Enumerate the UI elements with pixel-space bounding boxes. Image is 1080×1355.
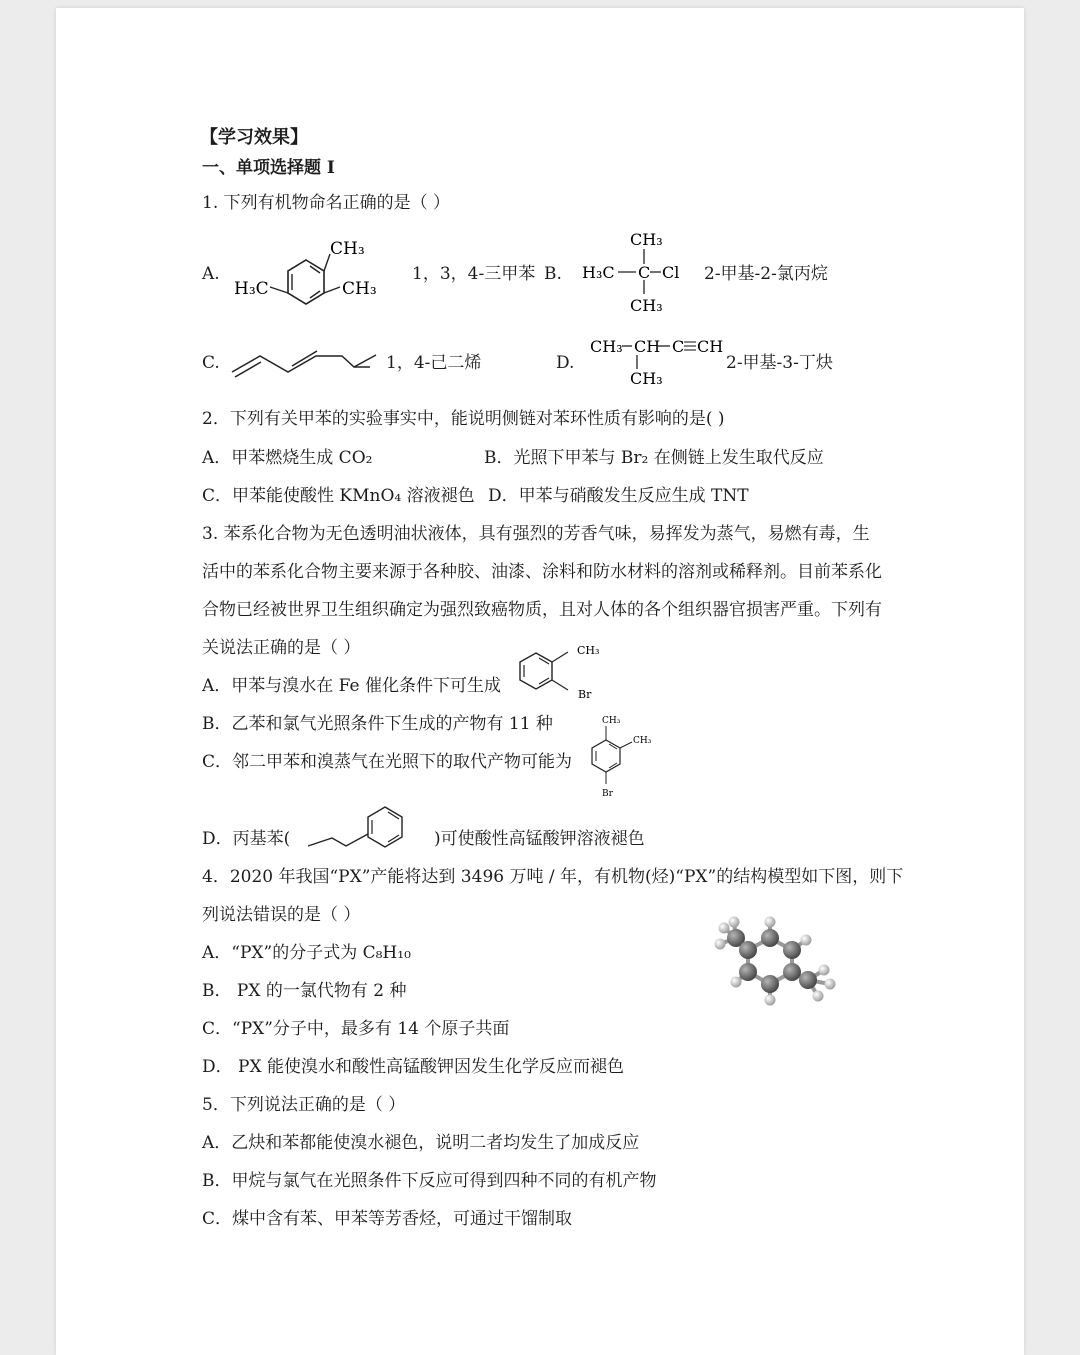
q1-a-structure bbox=[230, 237, 380, 317]
q1-c-structure bbox=[230, 345, 390, 385]
q3-stem-line-4: 关说法正确的是（ ） bbox=[202, 638, 361, 658]
q1-d-label-ch-end: CH bbox=[697, 337, 724, 356]
q1-a-label-right: CH₃ bbox=[342, 279, 377, 299]
part-title: 一、单项选择题 I bbox=[202, 158, 335, 178]
q1-option-b-name: 2-甲基-2-氯丙烷 bbox=[704, 264, 828, 284]
q1-b-structure bbox=[582, 230, 692, 315]
q1-d-label-ch3: CH₃ bbox=[590, 337, 623, 356]
q2-option-a: A．甲苯燃烧生成 CO₂ bbox=[202, 448, 373, 468]
q3-c-structure bbox=[586, 712, 666, 802]
q5-option-b: B．甲烷与氯气在光照条件下反应可得到四种不同的有机产物 bbox=[202, 1171, 657, 1191]
q3-c-label-ch3-right: CH₃ bbox=[633, 736, 652, 746]
q4-option-c: C．“PX”分子中，最多有 14 个原子共面 bbox=[202, 1019, 510, 1039]
q3-option-d-suffix: )可使酸性高锰酸钾溶液褪色 bbox=[434, 829, 645, 849]
q4-stem-line-2: 列说法错误的是（ ） bbox=[202, 905, 361, 925]
px-molecule-model-image bbox=[700, 910, 850, 1020]
q4-option-d: D． PX 能使溴水和酸性高锰酸钾因发生化学反应而褪色 bbox=[202, 1057, 624, 1077]
q5-stem: 5．下列说法正确的是（ ） bbox=[202, 1095, 406, 1115]
q1-option-a-letter: A. bbox=[202, 264, 220, 284]
q3-option-d-prefix: D．丙基苯( bbox=[202, 829, 291, 849]
q1-b-label-left: H₃C bbox=[582, 263, 615, 282]
q1-option-d-name: 2-甲基-3-丁炔 bbox=[726, 353, 833, 373]
q1-a-label-top: CH₃ bbox=[330, 239, 365, 259]
section-title: 【学习效果】 bbox=[200, 127, 308, 148]
q3-option-b: B．乙苯和氯气光照条件下生成的产物有 11 种 bbox=[202, 714, 553, 734]
q1-b-label-center: C bbox=[638, 263, 651, 282]
q1-d-label-ch3-bottom: CH₃ bbox=[630, 369, 663, 388]
q3-option-a: A．甲苯与溴水在 Fe 催化条件下可生成 bbox=[202, 676, 502, 696]
q2-stem: 2．下列有关甲苯的实验事实中，能说明侧链对苯环性质有影响的是( ) bbox=[202, 409, 725, 429]
q3-a-structure bbox=[512, 640, 622, 700]
q5-option-a: A．乙炔和苯都能使溴水褪色，说明二者均发生了加成反应 bbox=[202, 1133, 640, 1153]
q4-option-a: A．“PX”的分子式为 C₈H₁₀ bbox=[202, 943, 411, 963]
q1-d-label-c: C bbox=[672, 337, 685, 356]
q1-option-c-name: 1，4-己二烯 bbox=[386, 353, 482, 373]
q4-stem-line-1: 4．2020 年我国“PX”产能将达到 3496 万吨 / 年，有机物(烃)“PX”的结构模型如下图，则下 bbox=[202, 867, 904, 887]
q3-c-label-br: Br bbox=[602, 789, 613, 799]
q3-option-c: C．邻二甲苯和溴蒸气在光照下的取代产物可能为 bbox=[202, 752, 573, 772]
q1-option-b-letter: B. bbox=[544, 264, 562, 284]
q1-d-label-ch: CH bbox=[634, 337, 661, 356]
q1-option-c-letter: C. bbox=[202, 353, 220, 373]
q3-stem-line-3: 合物已经被世界卫生组织确定为强烈致癌物质，且对人体的各个组织器官损害严重。下列有 bbox=[202, 600, 882, 620]
q1-option-d-letter: D. bbox=[556, 353, 575, 373]
q3-stem-line-1: 3. 苯系化合物为无色透明油状液体，具有强烈的芳香气味，易挥发为蒸气，易燃有毒，生 bbox=[202, 524, 870, 544]
q3-a-label-br: Br bbox=[578, 688, 592, 701]
q1-stem: 1. 下列有机物命名正确的是（ ） bbox=[202, 193, 451, 213]
q3-stem-line-2: 活中的苯系化合物主要来源于各种胶、油漆、涂料和防水材料的溶剂或稀释剂。目前苯系化 bbox=[202, 562, 882, 582]
q1-b-label-top: CH₃ bbox=[630, 230, 663, 249]
q2-option-c: C．甲苯能使酸性 KMnO₄ 溶液褪色 bbox=[202, 486, 475, 506]
q3-d-structure bbox=[300, 800, 430, 850]
q1-option-a-name: 1，3，4-三甲苯 bbox=[412, 264, 536, 284]
q1-b-label-right: Cl bbox=[662, 263, 680, 282]
q3-a-label-ch3: CH₃ bbox=[577, 644, 600, 657]
q1-a-label-left: H₃C bbox=[234, 279, 269, 299]
q2-option-b: B．光照下甲苯与 Br₂ 在侧链上发生取代反应 bbox=[484, 448, 824, 468]
q2-option-d: D．甲苯与硝酸发生反应生成 TNT bbox=[488, 486, 749, 506]
q4-option-b: B． PX 的一氯代物有 2 种 bbox=[202, 981, 407, 1001]
q3-c-label-ch3-top: CH₃ bbox=[602, 716, 621, 726]
q1-b-label-bottom: CH₃ bbox=[630, 296, 663, 315]
q1-d-structure bbox=[590, 336, 730, 386]
q5-option-c: C．煤中含有苯、甲苯等芳香烃，可通过干馏制取 bbox=[202, 1209, 573, 1229]
